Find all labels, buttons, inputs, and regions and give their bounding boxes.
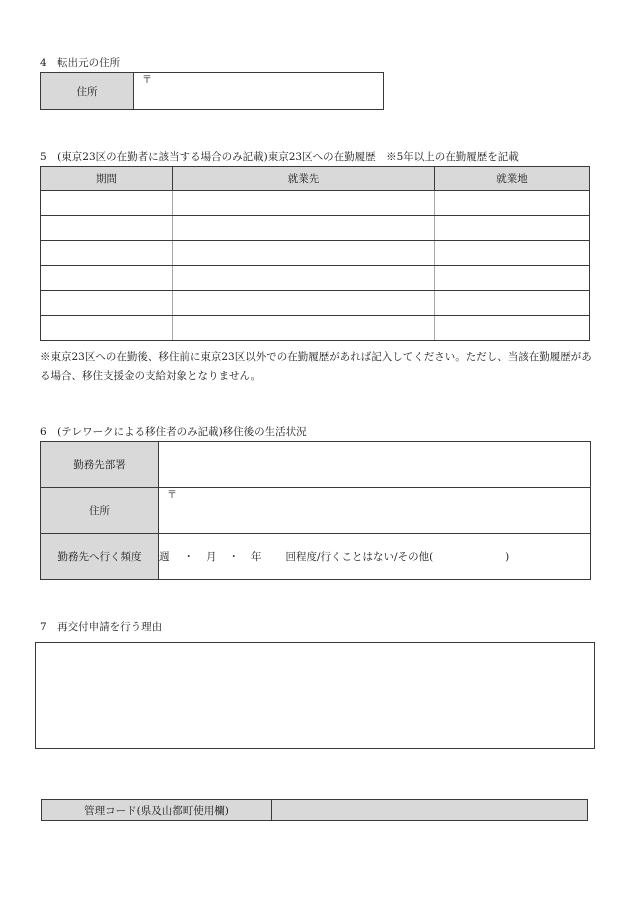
- section4-title: 4 転出元の住所: [40, 57, 121, 69]
- employer-cell[interactable]: [173, 191, 435, 216]
- col-period: 期間: [41, 167, 173, 191]
- table-row: [41, 191, 590, 216]
- frequency-field[interactable]: [159, 534, 591, 580]
- period-cell[interactable]: [41, 266, 173, 291]
- admin-code-table: [41, 799, 588, 821]
- work-history-note: ※東京23区への在勤後、移住前に東京23区以外での在勤履歴があれば記入してください。ただし、当該在勤履歴がある場合、移住支援金の支給対象となりません。: [40, 351, 592, 382]
- frequency-month: 月: [206, 551, 217, 563]
- admin-code-label: 管理コード(県及山都町使用欄): [42, 800, 272, 821]
- period-cell[interactable]: [41, 241, 173, 266]
- frequency-week: 週: [159, 551, 170, 563]
- employer-cell[interactable]: [173, 266, 435, 291]
- table-row: [41, 266, 590, 291]
- section7-title: 7 再交付申請を行う理由: [40, 621, 163, 633]
- location-cell[interactable]: [435, 216, 590, 241]
- origin-address-table: [40, 72, 384, 110]
- location-cell[interactable]: [435, 191, 590, 216]
- employer-cell[interactable]: [173, 316, 435, 341]
- frequency-dot: ・: [228, 551, 239, 563]
- reason-box[interactable]: [35, 642, 595, 749]
- location-cell[interactable]: [435, 241, 590, 266]
- location-cell[interactable]: [435, 316, 590, 341]
- col-employer: 就業先: [173, 167, 435, 191]
- table-row: [41, 216, 590, 241]
- table-row: [41, 241, 590, 266]
- location-cell[interactable]: [435, 266, 590, 291]
- living-status-table: [40, 441, 591, 580]
- admin-code-field: [272, 800, 588, 821]
- period-cell[interactable]: [41, 316, 173, 341]
- table-row: [41, 291, 590, 316]
- postal-mark: 〒: [142, 75, 152, 86]
- work-history-header: [41, 167, 590, 191]
- frequency-year: 年: [251, 551, 262, 563]
- employer-cell[interactable]: [173, 241, 435, 266]
- frequency-label: 勤務先へ行く頻度: [41, 534, 159, 580]
- period-cell[interactable]: [41, 216, 173, 241]
- section6-title: 6 (テレワークによる移住者のみ記載)移住後の生活状況: [40, 426, 307, 438]
- frequency-close: ): [505, 551, 510, 563]
- frequency-dot: ・: [183, 551, 194, 563]
- period-cell[interactable]: [41, 291, 173, 316]
- office-field[interactable]: [159, 442, 591, 488]
- col-work-location: 就業地: [435, 167, 590, 191]
- origin-address-field[interactable]: [134, 73, 384, 110]
- employer-cell[interactable]: [173, 216, 435, 241]
- employer-cell[interactable]: [173, 291, 435, 316]
- new-address-label: 住所: [41, 488, 159, 534]
- work-history-table: [40, 166, 590, 341]
- postal-mark: 〒: [167, 490, 177, 501]
- section5-title: 5 (東京23区の在勤者に該当する場合のみ記載)東京23区への在勤履歴 ※5年以上の在勤履歴を記載: [40, 151, 519, 163]
- frequency-options: 回程度/行くことはない/その他(: [285, 551, 434, 563]
- origin-address-label: 住所: [41, 73, 134, 110]
- table-row: [41, 316, 590, 341]
- location-cell[interactable]: [435, 291, 590, 316]
- office-label: 勤務先部署: [41, 442, 159, 488]
- new-address-field[interactable]: [159, 488, 591, 534]
- period-cell[interactable]: [41, 191, 173, 216]
